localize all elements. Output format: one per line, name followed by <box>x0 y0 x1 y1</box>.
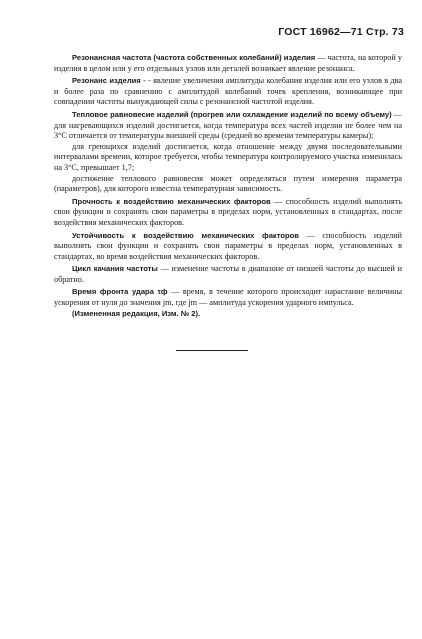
definition: — способность изделий выполнять свои функции и сохранять свои параметры в пределах норм, установленных в стандартах, после воздействия механических факторов. <box>54 196 402 227</box>
definition: — частота, на которой у изделия в целом или у его отдельных узлов или деталей возникает явление резонанса. <box>54 53 402 73</box>
page-header: ГОСТ 16962—71 Стр. 73 <box>278 26 404 38</box>
definition: достижение теплового равновесия может определяться путем измерения параметра (параметров), для которого известна температурная зависимость. <box>54 173 402 194</box>
paragraph-equilibrium-measurement <box>54 174 402 195</box>
term: Цикл качания частоты <box>72 264 158 274</box>
paragraph-resonance <box>54 76 402 108</box>
definition: — способность изделий выполнять свои функции и сохранять свои параметры в пределах норм, установленных в стандартах, во время воздействия механических факторов. <box>54 230 403 261</box>
term: Время фронта удара τф <box>72 287 168 297</box>
term: Тепловое равновесие изделий (прогрев или охлаждение изделий по всему объему) <box>72 109 392 119</box>
definition: — время, в течение которого происходит нарастание величины ускорения от нуля до значения jm, где jm — амплитуда ускорения ударного импульса. <box>54 287 402 308</box>
term: Резонанс изделия <box>72 76 141 86</box>
paragraph-frequency-sweep <box>54 264 402 285</box>
term: Устойчивость к воздействию механических факторов <box>72 230 299 240</box>
paragraph-resonant-frequency <box>54 53 402 74</box>
definition: - - явление увеличения амплитуды колебания изделия или его узлов в два и более раза по сравнению с амплитудой колебаний точек крепления, возникающее при совпадении частоты вынуждающей силы с резонансной частотой изделия. <box>54 76 403 107</box>
paragraph-mechanical-strength <box>54 197 402 229</box>
paragraph-amendment-note <box>54 309 402 320</box>
document-body <box>54 53 402 319</box>
paragraph-thermal-equilibrium <box>54 110 402 142</box>
definition: — изменение частоты в диапазоне от низшей частоты до высшей и обратно. <box>54 264 402 284</box>
paragraph-shock-rise-time <box>54 287 402 308</box>
definition: — для нагревающихся изделий достигается, когда температура всех частей изделия не более чем на 3°С отличается от температуры внешней среды (средней во времени температуры камеры); <box>54 109 402 141</box>
term: Прочность к воздействию механических факторов <box>72 196 271 206</box>
end-divider <box>176 350 248 351</box>
paragraph-heating-items <box>54 142 402 174</box>
paragraph-mechanical-stability <box>54 231 402 263</box>
definition: для греющихся изделий достигается, когда отношение между двумя последовательными интервалами времени, которое требуется, чтобы температура контролируемого участка изменилась на 3°С, превышает 1,7; <box>54 141 402 172</box>
term: Резонансная частота (частота собственных колебаний) изделия <box>72 53 316 62</box>
amendment-note: (Измененная редакция, Изм. № 2). <box>72 308 201 318</box>
